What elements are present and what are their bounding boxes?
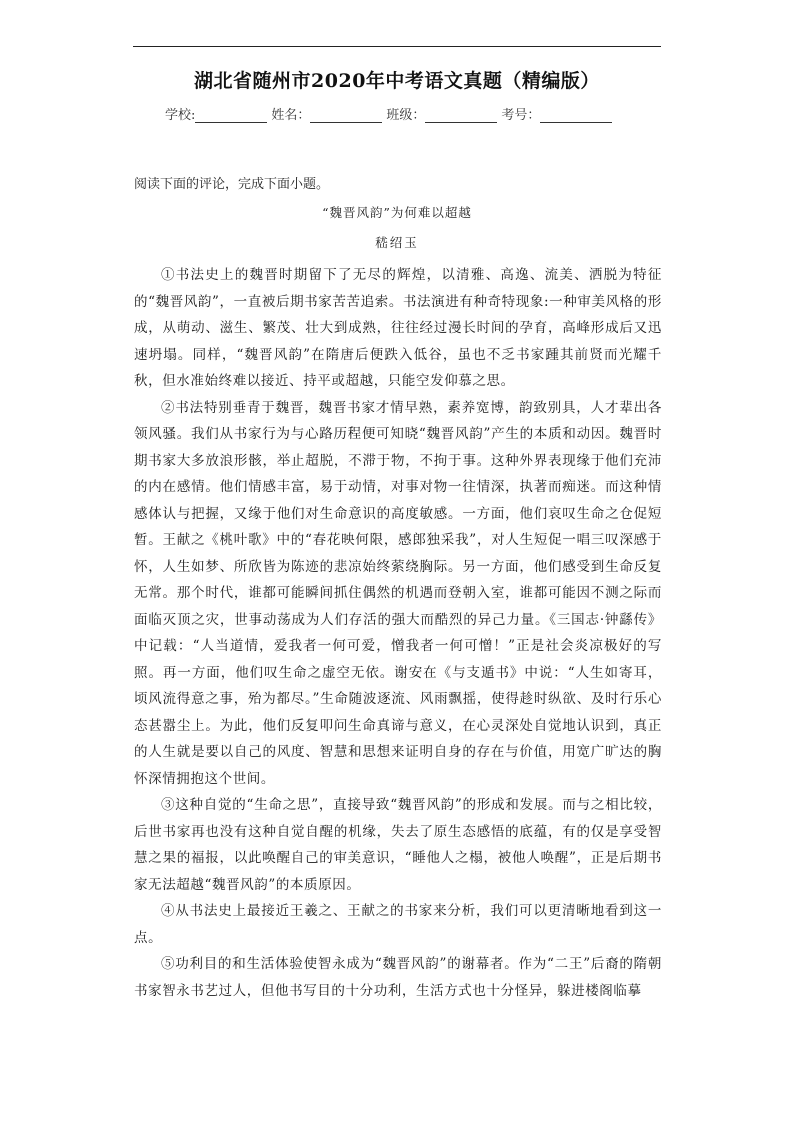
paragraph-2: ②书法特别垂青于魏晋，魏晋书家才情早熟，素养宽博，韵致别具，人才辈出各领风骚。我们从书家行为与心路历程便可知晓“魏晋风韵”产生的本质和动因。魏晋时期书家大多放浪形骸，举止超脱，不滞于物，不拘于事。这种外界表现缘于他们充沛的内在感情。他们情感丰富，易于动情，对事对物一往情深，执著而痴迷。而这种情感体认与把握，又缘于他们对生命意识的高度敏感。一方面，他们哀叹生命之仓促短暂。王献之《桃叶歌》中的“春花映何限，感郎独采我”，对人生短促一唱三叹深感于怀，人生如梦、所欣皆为陈迹的悲凉始终萦绕胸际。另一方面，他们感受到生命反复无常。那个时代，谁都可能瞬间抓住偶然的机遇而登朝入室，谁都可能因不测之际而面临灭顶之灾，世事动荡成为人们存活的强大而酷烈的异己力量。《三国志·钟繇传》中记载：“人当道情，爱我者一何可爱，憎我者一何可憎！”正是社会炎凉极好的写照。再一方面，他们叹生命之虚空无依。谢安在《与支遁书》中说：“人生如寄耳，顷风流得意之事，殆为都尽。”生命随波逐流、风雨飘摇，使得趁时纵欲、及时行乐心态甚嚣尘上。为此，他们反复叩问生命真谛与意义，在心灵深处自觉地认识到，真正的人生就是要以自己的风度、智慧和思想来证明自身的存在与价值，用宽广旷达的胸怀深情拥抱这个世间。 xyxy=(134,399,662,787)
article-author: 嵇绍玉 xyxy=(375,235,419,250)
document-title: 湖北省随州市2020年中考语文真题（精编版） xyxy=(194,70,600,92)
student-info-row xyxy=(165,104,665,123)
school-blank[interactable] xyxy=(195,108,267,123)
article-title: “魏晋风韵”为何难以超越 xyxy=(322,205,472,220)
paragraph-5: ⑤功利目的和生活体验使智永成为“魏晋风韵”的谢幕者。作为“二王”后裔的隋朝书家智永书艺过人，但他书写目的十分功利，生活方式也十分怪异，躲进楼阁临摹 xyxy=(134,956,662,999)
exam-no-blank[interactable] xyxy=(540,108,612,123)
school-label: 学校: xyxy=(165,108,196,123)
paragraph-4: ④从书法史上最接近王羲之、王献之的书家来分析，我们可以更清晰地看到这一点。 xyxy=(134,903,662,946)
paragraph-3: ③这种自觉的“生命之思”，直接导致“魏晋风韵”的形成和发展。而与之相比较，后世书家再也没有这种自觉自醒的机缘，失去了原生态感悟的底蕴，有的仅是享受智慧之果的福报，以此唤醒自己的审美意识，“睡他人之榻，被他人唤醒”，正是后期书家无法超越“魏晋风韵”的本质原因。 xyxy=(134,797,662,893)
exam-no-label: 考号： xyxy=(501,108,541,123)
paragraph-1: ①书法史上的魏晋时期留下了无尽的辉煌，以清雅、高逸、流美、洒脱为特征的“魏晋风韵”，一直被后期书家苦苦追索。书法演进有种奇特现象:一种审美风格的形成，从萌动、滋生、繁茂、壮大到成熟，往往经过漫长时间的孕育，高峰形成后又迅速坍塌。同样，“魏晋风韵”在隋唐后便跌入低谷，虽也不乏书家踵其前贤而光耀千秋，但水准始终难以接近、持平或超越，只能空发仰慕之思。 xyxy=(134,267,662,389)
question-instruction: 阅读下面的评论，完成下面小题。 xyxy=(134,177,330,192)
name-blank[interactable] xyxy=(310,108,382,123)
class-label: 班级： xyxy=(386,108,426,123)
header-rule xyxy=(133,46,661,47)
article-body xyxy=(134,262,662,1004)
class-blank[interactable] xyxy=(425,108,497,123)
name-label: 姓名： xyxy=(271,108,311,123)
